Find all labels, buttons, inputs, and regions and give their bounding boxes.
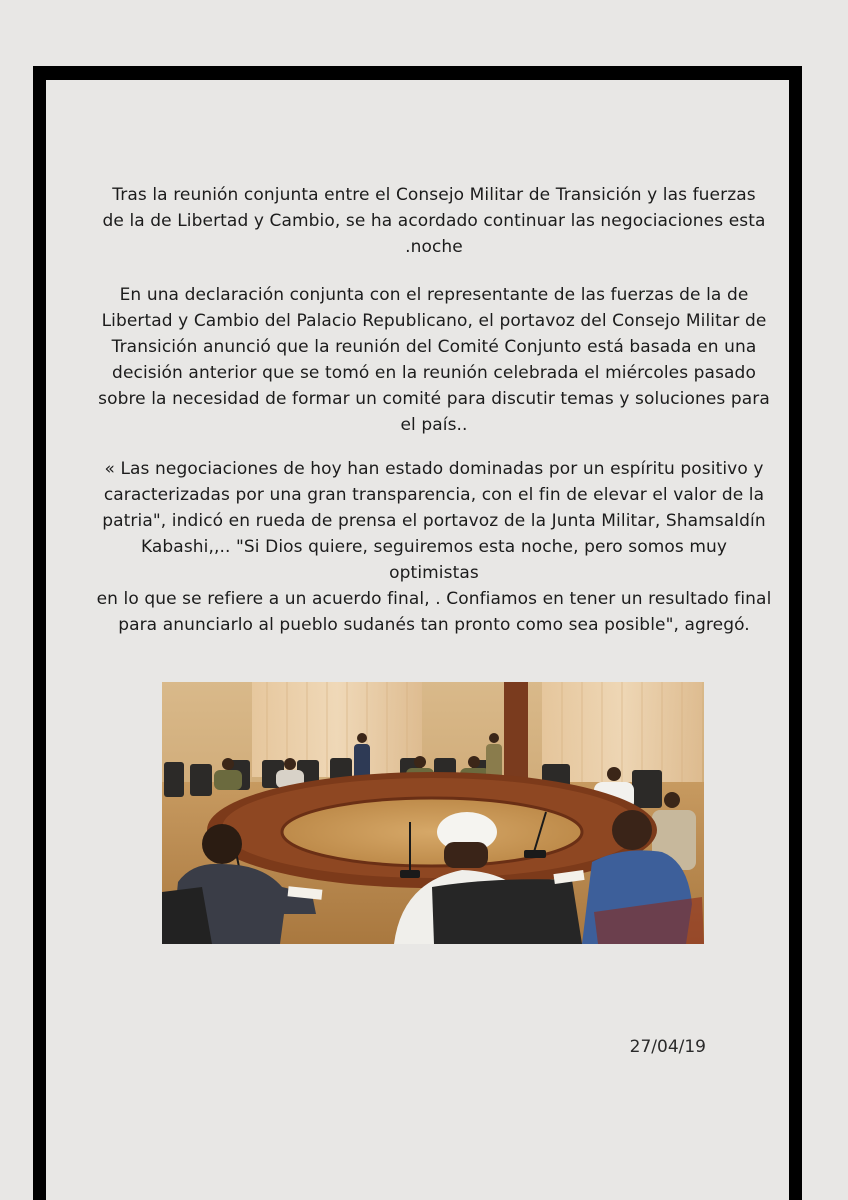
article-paragraph-1 — [96, 182, 772, 260]
article-paragraph-3 — [96, 456, 772, 638]
paragraph-text: Tras la reunión conjunta entre el Consejo Militar de Transición y las fuerzas de la de Libertad y Cambio, se ha acordado continuar las negociaciones esta .noche — [102, 185, 766, 257]
paragraph-text: En una declaración conjunta con el representante de las fuerzas de la de Libertad y Cambio del Palacio Republicano, el portavoz del Consejo Militar de Transición anunció que la reunión del Comité Conjunto está basada en una decisión anterior que se tomó en la reunión celebrada el miércoles pasado sobre la necesidad de formar un comité para discutir temas y soluciones para el país.. — [98, 285, 770, 435]
article-paragraph-2 — [96, 282, 772, 438]
meeting-photo — [162, 682, 704, 944]
meeting-photo-illustration — [162, 682, 704, 944]
publication-date: 27/04/19 — [629, 1037, 706, 1057]
paragraph-text: « Las negociaciones de hoy han estado dominadas por un espíritu positivo y caracterizadas por una gran transparencia, con el fin de elevar el valor de la patria", indicó en rueda de prensa el portavoz de la Junta Militar, Shamsaldín Kabashi,,.. "Si Dios quiere, seguiremos esta noche, pero somos muy optimistas en lo que se refiere a un acuerdo final, . Confiamos en tener un resultado final para anunciarlo al pueblo sudanés tan pronto como sea posible", agregó. — [96, 459, 772, 635]
